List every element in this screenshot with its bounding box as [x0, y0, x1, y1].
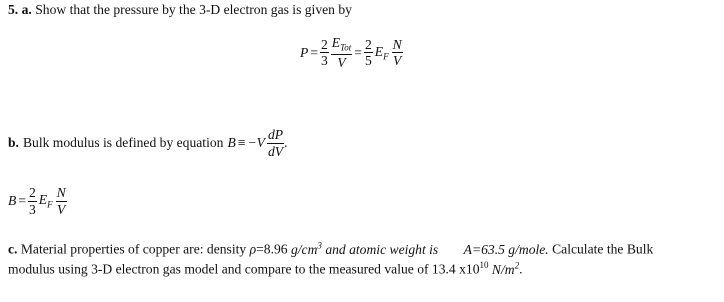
question-number: 5.	[8, 2, 19, 17]
part-b-letter: b.	[8, 135, 19, 151]
fraction-two-thirds	[28, 186, 37, 216]
denominator-v: V	[56, 201, 66, 217]
question-5a-prompt	[8, 2, 352, 18]
part-c-text-1: Material properties of copper are: density	[20, 241, 250, 257]
equals-sign: =	[310, 44, 318, 60]
part-c-line-1	[8, 240, 653, 258]
fermi-energy: $E_F$	[374, 43, 389, 62]
part-c-text-2: Calculate the Bulk	[548, 241, 654, 257]
bulk-modulus-equation	[8, 186, 67, 216]
part-a-letter: a.	[21, 2, 32, 17]
pressure-equation	[300, 36, 403, 69]
fraction-dp-dv	[267, 128, 284, 158]
rho-symbol: ρ	[249, 241, 257, 257]
fermi-energy: $E_F$	[38, 192, 53, 210]
bulk-modulus-symbol: B	[8, 193, 17, 209]
part-c-letter: c.	[8, 241, 18, 257]
denominator: 3	[320, 53, 328, 69]
fraction-two-thirds	[320, 38, 329, 68]
part-c-text-3: modulus using 3-D electron gas model and compare to the measured value of 13.4 x10	[8, 261, 480, 277]
pressure-symbol: P	[300, 44, 309, 60]
part-b-text: Bulk modulus is defined by equation	[22, 135, 224, 151]
numerator-n: N	[392, 36, 402, 52]
numerator: 2	[320, 36, 328, 52]
pressure-unit: $N/m^2$	[488, 260, 520, 277]
bulk-modulus-symbol: B	[227, 135, 236, 151]
denominator-v: V	[337, 54, 346, 70]
density-value: =8.96	[256, 241, 291, 257]
fraction-etot-over-v	[331, 36, 353, 69]
atomic-weight-value: A=63.5 g/mole.	[463, 241, 549, 257]
equiv-sign: ≡	[237, 135, 246, 151]
equals-sign: =	[354, 44, 362, 60]
numerator-dp: dP	[267, 127, 284, 142]
density-unit: $g/cm^3$ and atomic weight is	[290, 240, 439, 257]
fraction-n-over-v	[392, 38, 403, 68]
bulk-modulus-definition	[8, 128, 287, 158]
numerator: 2	[28, 185, 36, 200]
period: .	[519, 261, 523, 277]
exponent: 10	[479, 260, 489, 270]
numerator-etot: $E_{Tot}$	[331, 35, 352, 53]
equals-sign: =	[18, 193, 26, 209]
fraction-two-fifths	[364, 38, 373, 68]
denominator: 5	[364, 53, 372, 69]
denominator-v: V	[392, 53, 402, 69]
period: .	[284, 135, 288, 151]
part-c-line-2	[8, 260, 522, 278]
numerator-n: N	[56, 185, 66, 200]
numerator: 2	[364, 36, 372, 52]
minus-v: −V	[247, 135, 265, 151]
part-a-text: Show that the pressure by the 3-D electron gas is given by	[35, 2, 352, 17]
denominator: 3	[28, 201, 36, 217]
fraction-n-over-v	[56, 186, 67, 216]
denominator-dv: dV	[267, 143, 284, 159]
